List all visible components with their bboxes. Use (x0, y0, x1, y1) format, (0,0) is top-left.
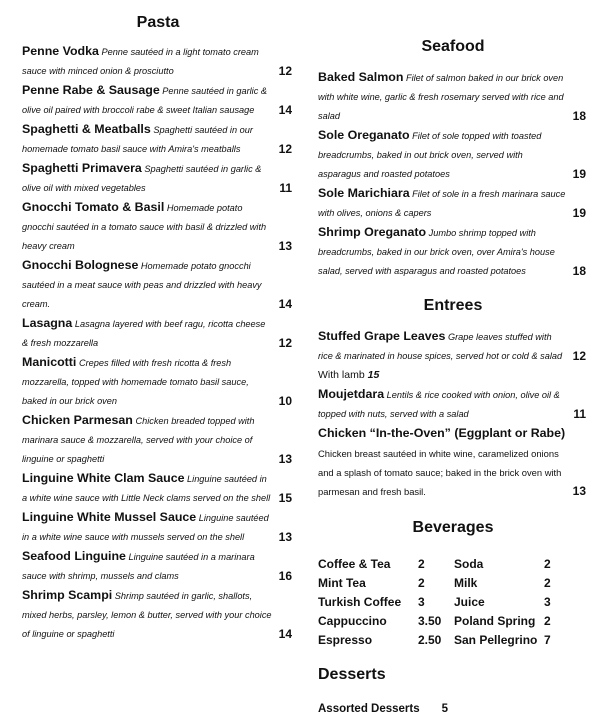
item-description: Homemade potato gnocchi sautéed in a meat sauce with peas and drizzled with heavy cream. (22, 261, 262, 309)
item-description: Filet of sole in a fresh marinara sauce with olives, onions & capers (318, 189, 566, 218)
beverage-price: 7 (544, 633, 551, 647)
beverages-grid (318, 555, 588, 650)
menu-item (22, 353, 294, 411)
item-extra-label: With lamb (318, 369, 365, 381)
beverage-name: Milk (454, 576, 478, 590)
menu-item (318, 184, 588, 223)
item-description: Grape leaves stuffed with rice & marinated in house spices, served hot or cold & salad (318, 332, 563, 361)
menu-item (22, 198, 294, 256)
beverage-name: Poland Spring (454, 614, 536, 628)
item-description: Jumbo shrimp topped with breadcrumbs, baked in our brick oven, over Amira's house salad, served with asparagus and roasted potatoes (318, 228, 555, 276)
entrees-heading: Entrees (423, 297, 483, 314)
item-name: Manicotti (22, 355, 77, 369)
beverage-price: 3 (418, 595, 425, 609)
item-name: Shrimp Scampi (22, 588, 113, 602)
beverage-name: Soda (454, 557, 484, 571)
item-price: 13 (278, 530, 292, 544)
entrees-list (318, 327, 588, 501)
item-extra-price: 15 (367, 369, 380, 381)
beverage-price: 2 (544, 557, 551, 571)
beverage-name: Cappuccino (318, 614, 387, 628)
seafood-list (318, 68, 588, 281)
item-price: 12 (278, 142, 292, 156)
pasta-column (22, 0, 294, 644)
item-description: Penne sautéed in a light tomato cream sauce with minced onion & prosciutto (22, 47, 259, 76)
item-description: Linguine sautéed in a white wine sauce with mussels served on the shell (22, 513, 269, 542)
beverage-name: Espresso (318, 633, 373, 647)
menu-item (318, 385, 588, 424)
item-description: Shrimp sautéed in garlic, shallots, mixed herbs, parsley, lemon & butter, served with your choice of linguine or spaghetti (22, 591, 272, 639)
item-price: 11 (279, 181, 292, 195)
beverage-price: 2 (544, 614, 551, 628)
beverage-price: 2 (418, 557, 425, 571)
item-description: Chicken breaded topped with marinara sauce & mozzarella, served with your choice of linguine or spaghetti (22, 416, 255, 464)
item-description: Chicken breast sautéed in white wine, caramelized onions and a splash of tomato sauce; baked in the brick oven with parmesan and fresh basil. (318, 448, 562, 497)
menu-item (22, 411, 294, 469)
beverage-name: Coffee & Tea (318, 557, 391, 571)
item-description: Lasagna layered with beef ragu, ricotta cheese & fresh mozzarella (22, 319, 266, 348)
item-description: Penne sautéed in garlic & olive oil paired with broccoli rabe & sweet Italian sausage (22, 86, 268, 115)
dessert-price: 5 (441, 703, 449, 715)
item-description: Crepes filled with fresh ricotta & fresh mozzarella, topped with homemade tomato basil sauce, baked in our brick oven (22, 358, 249, 406)
item-price: 13 (278, 239, 292, 253)
menu-item (318, 126, 588, 184)
item-price: 16 (278, 569, 292, 583)
beverage-price: 2.50 (418, 633, 442, 647)
beverages-heading: Beverages (412, 519, 494, 536)
item-price: 15 (278, 491, 292, 505)
menu-item (22, 256, 294, 314)
item-price: 12 (572, 349, 586, 363)
item-name: Moujetdara (318, 387, 385, 401)
item-name: Linguine White Clam Sauce (22, 471, 185, 485)
beverage-price: 2 (418, 576, 425, 590)
dessert-name: Assorted Desserts (318, 703, 420, 715)
item-price: 19 (572, 167, 586, 181)
item-description: Linguine sautéed in a marinara sauce with shrimp, mussels and clams (22, 552, 255, 581)
menu-item (22, 81, 294, 120)
item-name: Shrimp Oreganato (318, 225, 427, 239)
menu-item (22, 120, 294, 159)
item-price: 14 (278, 627, 292, 641)
item-description: Spaghetti sautéed in our homemade tomato basil sauce with Amira's meatballs (22, 125, 253, 154)
item-description: Filet of sole topped with toasted breadcrumbs, baked in out brick oven, served with asparagus and roasted potatoes (318, 131, 542, 179)
item-name: Chicken “In-the-Oven” (Eggplant or Rabe) (318, 426, 566, 440)
menu-item (318, 327, 588, 385)
item-price: 12 (278, 64, 292, 78)
menu-item (318, 424, 588, 501)
item-price: 18 (572, 264, 586, 278)
seafood-heading: Seafood (421, 38, 485, 55)
menu-item (22, 469, 294, 508)
beverage-name: San Pellegrino (454, 633, 538, 647)
menu-item (22, 42, 294, 81)
item-extra (318, 366, 566, 385)
item-price: 13 (278, 452, 292, 466)
item-price: 12 (278, 336, 292, 350)
item-name: Stuffed Grape Leaves (318, 329, 446, 343)
right-column (318, 0, 588, 719)
item-price: 19 (572, 206, 586, 220)
item-name: Sole Oreganato (318, 128, 410, 142)
menu-item (318, 223, 588, 281)
item-description: Filet of salmon baked in our brick oven with white wine, garlic & fresh rosemary served with rice and salad (318, 73, 564, 121)
dessert-item (318, 700, 588, 719)
item-name: Penne Rabe & Sausage (22, 83, 160, 97)
menu-item (22, 314, 294, 353)
menu-item (22, 159, 294, 198)
beverage-name: Juice (454, 595, 485, 609)
item-name: Seafood Linguine (22, 549, 126, 563)
item-description: Spaghetti sautéed in garlic & olive oil with mixed vegetables (22, 164, 262, 193)
beverage-price: 3.50 (418, 614, 442, 628)
item-price: 13 (572, 484, 586, 498)
item-description: Homemade potato gnocchi sautéed in a tomato sauce with basil & drizzled with heavy cream (22, 203, 267, 251)
beverage-price: 2 (544, 576, 551, 590)
item-description: Linguine sautéed in a white wine sauce with Little Neck clams served on the shell (22, 474, 271, 503)
menu-item (22, 547, 294, 586)
item-price: 11 (573, 407, 586, 421)
item-name: Gnocchi Bolognese (22, 258, 139, 272)
pasta-list (22, 42, 294, 644)
desserts-heading: Desserts (318, 666, 386, 683)
pasta-heading: Pasta (136, 14, 180, 31)
item-description: Lentils & rice cooked with onion, olive oil & topped with nuts, served with a salad (318, 390, 560, 419)
item-name: Linguine White Mussel Sauce (22, 510, 197, 524)
item-name: Gnocchi Tomato & Basil (22, 200, 165, 214)
menu-item (318, 68, 588, 126)
item-name: Baked Salmon (318, 70, 404, 84)
item-price: 18 (572, 109, 586, 123)
desserts-list (318, 700, 588, 719)
item-price: 10 (278, 394, 292, 408)
item-name: Sole Marichiara (318, 186, 410, 200)
beverage-price: 3 (544, 595, 551, 609)
beverage-name: Mint Tea (318, 576, 366, 590)
item-name: Penne Vodka (22, 44, 99, 58)
item-name: Spaghetti & Meatballs (22, 122, 151, 136)
menu-item (22, 586, 294, 644)
item-name: Chicken Parmesan (22, 413, 133, 427)
item-name: Spaghetti Primavera (22, 161, 142, 175)
beverage-name: Turkish Coffee (318, 595, 402, 609)
menu-item (22, 508, 294, 547)
item-price: 14 (278, 103, 292, 117)
item-price: 14 (278, 297, 292, 311)
item-name: Lasagna (22, 316, 73, 330)
